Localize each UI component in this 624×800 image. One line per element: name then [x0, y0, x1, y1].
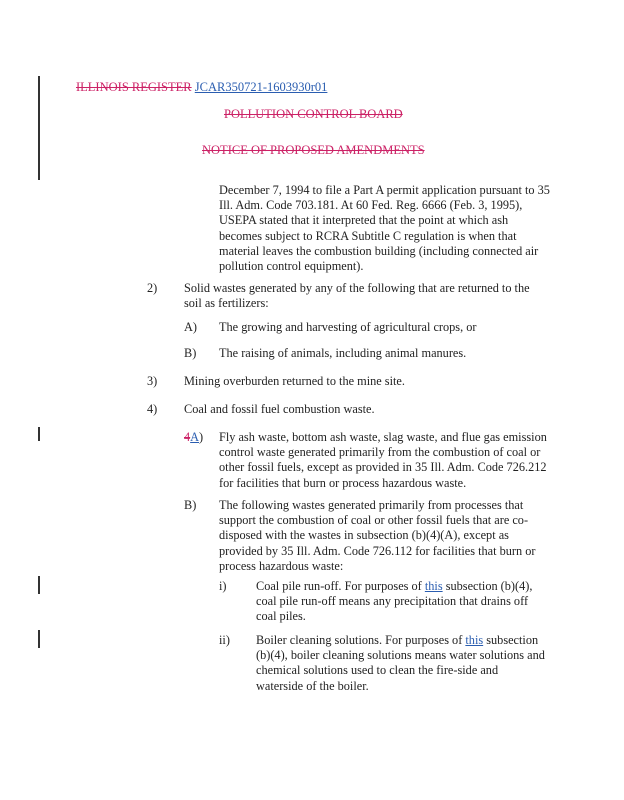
- number-suffix: ): [199, 430, 204, 444]
- item-4b-i-number: i): [219, 579, 227, 593]
- text-segment: Boiler cleaning solutions. For purposes of: [256, 633, 466, 647]
- item-2a-text: The growing and harvesting of agricultural crops, or: [219, 320, 477, 334]
- change-bar: [38, 76, 40, 180]
- notice-title: NOTICE OF PROPOSED AMENDMENTS: [202, 143, 425, 157]
- item-3-number: 3): [147, 374, 158, 388]
- item-4b-ii-text: [256, 633, 548, 694]
- item-2b-text: The raising of animals, including animal manures.: [219, 346, 467, 360]
- intro-paragraph: December 7, 1994 to file a Part A permit application pursuant to 35 Ill. Adm. Code 703.181. At 60 Fed. Reg. 6666 (Feb. 3, 1995), USEPA stated that it interpreted that the point at which ash becomes subject to RCRA Subtitle C regulation is when that material leaves the combustion building (including connected air pollution control equipment).: [219, 183, 550, 274]
- text-segment: subsection (b)(4), coal pile run-off means any precipitation that drains off coal piles.: [256, 579, 533, 624]
- item-4a-number: [184, 430, 203, 445]
- text-segment: Coal pile run-off. For purposes of: [256, 579, 425, 593]
- deleted-register-title: ILLINOIS REGISTER: [76, 80, 192, 94]
- item-4b-i-text: [256, 579, 548, 625]
- inserted-number: A: [190, 430, 200, 444]
- item-2-text: Solid wastes generated by any of the following that are returned to the soil as fertilizers:: [184, 281, 530, 311]
- register-header: [76, 80, 327, 95]
- item-4b-text: The following wastes generated primarily from processes that support the combustion of coal or other fossil fuels that are co-disposed with the wastes in subsection (b)(4)(A), except as provided by 35 Ill. Adm. Code 726.112 for facilities that burn or process hazardous waste:: [219, 498, 536, 573]
- inserted-register-id: JCAR350721-1603930r01: [194, 80, 328, 94]
- item-4a-text: Fly ash waste, bottom ash waste, slag waste, and flue gas emission control waste generated primarily from the combustion of coal or other fossil fuels, except as provided in 35 Ill. Adm. Code 726.212 for facilities that burn or process hazardous waste.: [219, 430, 547, 490]
- item-4b-ii-number: ii): [219, 633, 230, 647]
- item-4-text: Coal and fossil fuel combustion waste.: [184, 402, 375, 416]
- change-bar: [38, 576, 40, 594]
- change-bar: [38, 427, 40, 441]
- inserted-word: this: [465, 633, 484, 647]
- inserted-word: this: [424, 579, 443, 593]
- deleted-number: 4: [184, 430, 191, 444]
- item-2a-number: A): [184, 320, 197, 334]
- item-2-number: 2): [147, 281, 158, 295]
- board-title: POLLUTION CONTROL BOARD: [224, 107, 403, 121]
- text-segment: subsection (b)(4), boiler cleaning solutions means water solutions and chemical solutions used to clean the fire-side and waterside of the boiler.: [256, 633, 545, 693]
- item-4b-number: B): [184, 498, 197, 512]
- change-bar: [38, 630, 40, 648]
- item-3-text: Mining overburden returned to the mine site.: [184, 374, 405, 388]
- item-4-number: 4): [147, 402, 158, 416]
- item-2b-number: B): [184, 346, 197, 360]
